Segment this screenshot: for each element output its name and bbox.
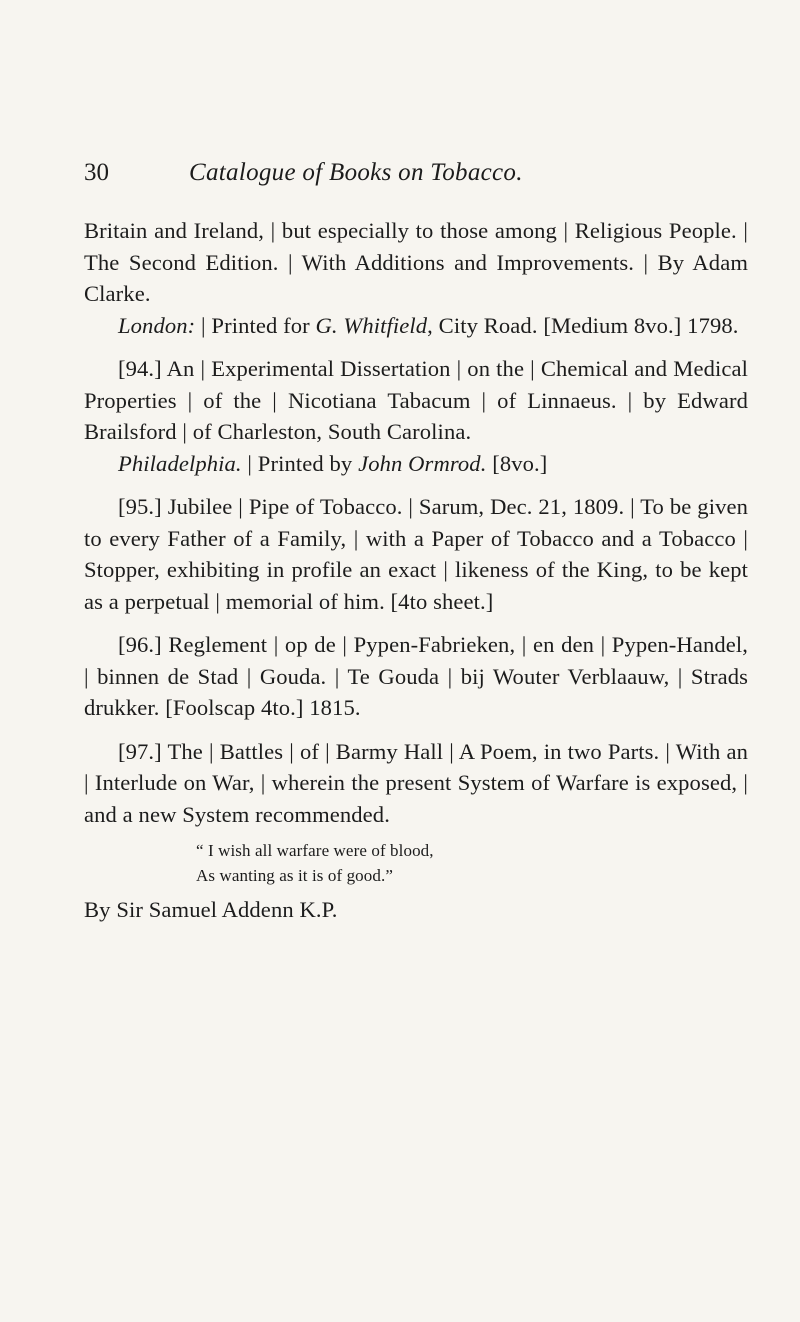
entry-94-imprint-place: Philadelphia. <box>118 450 242 476</box>
running-title: Catalogue of Books on Tobacco. <box>189 159 523 186</box>
entry-94-imprint-before-name: | Printed by <box>241 450 359 476</box>
entry-97-number: [97.] <box>118 738 162 764</box>
epigraph-line-2: As wanting as it is of good.” <box>196 866 393 885</box>
entry-95-text: Jubilee | Pipe of Tobacco. | Sarum, Dec. 21, 1809. | To be given to every Father of a Family, | with a Paper of Tobacco and a Tobacco | Stopper, exhibiting in profile an exact | likeness of the King, to be kept as a perpetual | memorial of him. [4to sheet.] <box>84 494 748 614</box>
epigraph-line-1: “ I wish all warfare were of blood, <box>196 841 434 860</box>
entry-93-text: Britain and Ireland, | but especially to those among | Religious People. | The Second Edition. | With Additions and Improvements. | By Adam Clarke. <box>84 218 748 306</box>
entry-93-continuation <box>84 215 748 310</box>
page-number: 30 <box>84 159 109 186</box>
entry-94-imprint <box>84 448 748 480</box>
author-line: By Sir Samuel Addenn K.P. <box>84 897 338 922</box>
entry-94-printer-name: John Ormrod. <box>358 450 487 476</box>
entry-95 <box>84 491 748 617</box>
page-header <box>84 160 748 185</box>
entry-94-imprint-after: [8vo.] <box>486 450 548 476</box>
entry-93-printer-name: G. Whitfield <box>315 312 428 338</box>
entry-97-author <box>84 894 748 926</box>
entry-96-text: Reglement | op de | Pypen-Fabrieken, | en den | Pypen-Handel, | binnen de Stad | Gouda. | Te Gouda | bij Wouter Verblaauw, | Strads drukker. [Foolscap 4to.] 1815. <box>84 632 748 720</box>
entry-97 <box>84 736 748 831</box>
entry-96-number: [96.] <box>118 632 162 657</box>
epigraph <box>196 838 748 888</box>
catalogue-text <box>84 215 748 926</box>
entry-93-imprint-place: London: <box>118 312 196 338</box>
entry-97-text: The | Battles | of | Barmy Hall | A Poem, in two Parts. | With an | Interlude on War, | wherein the present System of Warfare is exposed, | and a new System recommended. <box>84 738 748 827</box>
entry-95-number: [95.] <box>118 494 162 519</box>
entry-93-imprint-after: , City Road. [Medium 8vo.] 1798. <box>427 312 739 338</box>
entry-94 <box>84 353 748 448</box>
entry-94-text: An | Experimental Dissertation | on the | Chemical and Medical Properties | of the | Nicotiana Tabacum | of Linnaeus. | by Edward Brailsford | of Charleston, South Carolina. <box>84 356 748 444</box>
entry-93-imprint-before-name: | Printed for <box>195 312 316 338</box>
entry-93-imprint <box>84 310 748 342</box>
entry-96 <box>84 629 748 724</box>
entry-94-number: [94.] <box>118 356 162 381</box>
